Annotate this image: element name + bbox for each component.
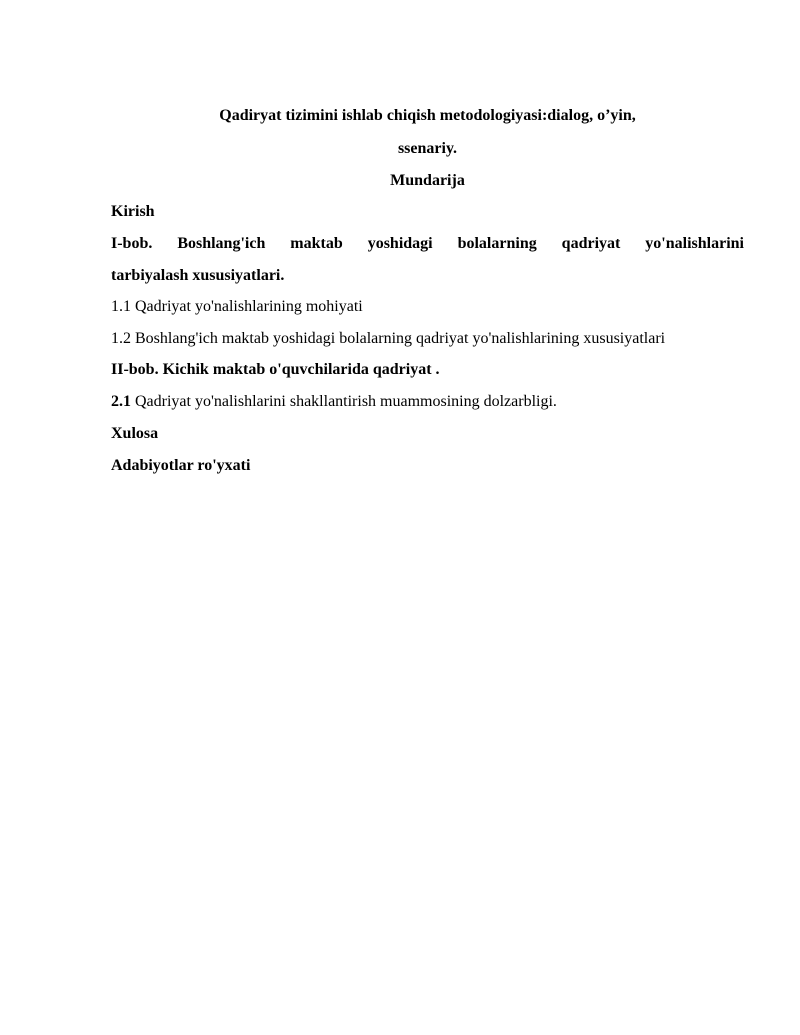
toc-item-conclusion: Xulosa: [111, 425, 159, 442]
toc-word: Boshlang'ich: [177, 235, 266, 252]
toc-word: maktab: [290, 235, 343, 252]
toc-item-section-1-2: 1.2 Boshlang'ich maktab yoshidagi bolalarning qadriyat yo'nalishlarining xususiyatlari: [111, 330, 666, 347]
toc-item-chapter-2: II-bob. Kichik maktab o'quvchilarida qadriyat .: [111, 361, 440, 378]
toc-item-intro: Kirish: [111, 203, 155, 220]
toc-item-chapter-1-line-1: [111, 234, 744, 254]
toc-item-section-2-1: [111, 392, 744, 412]
toc-heading: Mundarija: [390, 172, 465, 189]
toc-item-section-1-1: 1.1 Qadriyat yo'nalishlarining mohiyati: [111, 298, 363, 315]
section-text: Qadriyat yo'nalishlarini shakllantirish muammosining dolzarbligi.: [131, 393, 557, 410]
document-title-line-2: ssenariy.: [397, 140, 458, 157]
toc-item-chapter-1-line-2: tarbiyalash xususiyatlari.: [111, 267, 285, 284]
toc-word: yoshidagi: [367, 235, 433, 252]
toc-word: bolalarning: [457, 235, 537, 252]
toc-word: qadriyat: [561, 235, 621, 252]
toc-item-references: Adabiyotlar ro'yxati: [111, 457, 251, 474]
section-number: 2.1: [111, 393, 131, 410]
toc-word: I-bob.: [111, 235, 153, 252]
document-title-line-1: Qadiryat tizimini ishlab chiqish metodologiyasi:dialog, o’yin,: [219, 107, 636, 124]
toc-word: yo'nalishlarini: [645, 235, 744, 252]
